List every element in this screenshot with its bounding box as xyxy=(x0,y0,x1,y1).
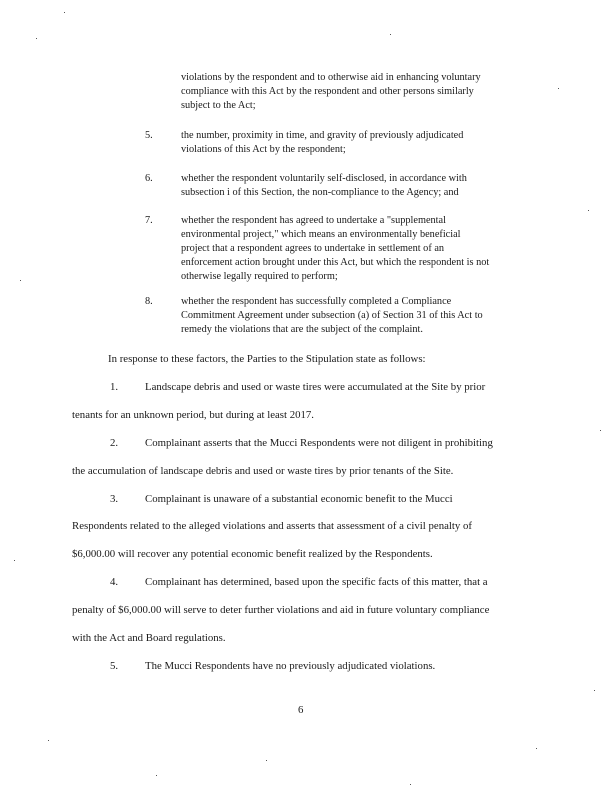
scan-speck xyxy=(156,775,157,776)
scan-speck xyxy=(36,38,37,39)
response-number: 2. xyxy=(110,437,119,449)
response-line: $6,000.00 will recover any potential economic benefit realized by the Respondents. xyxy=(72,548,433,560)
scan-speck xyxy=(588,210,589,211)
response-number: 5. xyxy=(110,660,119,672)
factor-number: 5. xyxy=(145,130,153,141)
response-line: Respondents related to the alleged violations and asserts that assessment of a civil penalty of xyxy=(72,520,472,532)
response-line: Complainant is unaware of a substantial economic benefit to the Mucci xyxy=(145,493,453,505)
response-number: 1. xyxy=(110,381,119,393)
scan-speck xyxy=(600,430,601,431)
scan-speck xyxy=(594,690,595,691)
factor-line: environmental project," which means an environmentally beneficial xyxy=(181,229,461,240)
intro-line: compliance with this Act by the respondent and other persons similarly xyxy=(181,86,474,97)
response-line: tenants for an unknown period, but during at least 2017. xyxy=(72,409,314,421)
factor-line: whether the respondent voluntarily self-disclosed, in accordance with xyxy=(181,173,467,184)
factor-number: 6. xyxy=(145,173,153,184)
response-number: 3. xyxy=(110,493,119,505)
factor-line: Commitment Agreement under subsection (a) of Section 31 of this Act to xyxy=(181,310,483,321)
response-number: 4. xyxy=(110,576,119,588)
factor-line: whether the respondent has successfully completed a Compliance xyxy=(181,296,452,307)
response-line: The Mucci Respondents have no previously adjudicated violations. xyxy=(145,660,436,672)
scan-speck xyxy=(20,280,21,281)
scan-speck xyxy=(558,88,559,89)
page-number: 6 xyxy=(298,704,304,716)
response-line: Complainant asserts that the Mucci Respondents were not diligent in prohibiting xyxy=(145,437,493,449)
scan-speck xyxy=(48,740,49,741)
factor-line: project that a respondent agrees to undertake in settlement of an xyxy=(181,243,445,254)
scan-speck xyxy=(536,748,537,749)
factor-number: 7. xyxy=(145,215,153,226)
factor-line: whether the respondent has agreed to undertake a "supplemental xyxy=(181,215,446,226)
response-line: penalty of $6,000.00 will serve to deter further violations and aid in future voluntary compliance xyxy=(72,604,490,616)
intro-line: subject to the Act; xyxy=(181,100,256,111)
response-line: with the Act and Board regulations. xyxy=(72,632,226,644)
response-line: Landscape debris and used or waste tires were accumulated at the Site by prior xyxy=(145,381,486,393)
factor-line: violations of this Act by the respondent; xyxy=(181,144,346,155)
factor-line: enforcement action brought under this Act, but which the respondent is not xyxy=(181,257,490,268)
intro-line: violations by the respondent and to otherwise aid in enhancing voluntary xyxy=(181,72,481,83)
scan-speck xyxy=(64,12,65,13)
factor-line: subsection i of this Section, the non-compliance to the Agency; and xyxy=(181,187,459,198)
response-line: Complainant has determined, based upon the specific facts of this matter, that a xyxy=(145,576,488,588)
factor-line: the number, proximity in time, and gravity of previously adjudicated xyxy=(181,130,464,141)
scan-speck xyxy=(410,784,411,785)
scan-speck xyxy=(266,760,267,761)
factor-number: 8. xyxy=(145,296,153,307)
factor-line: otherwise legally required to perform; xyxy=(181,271,338,282)
factor-line: remedy the violations that are the subject of the complaint. xyxy=(181,324,423,335)
scan-speck xyxy=(390,34,391,35)
response-line: the accumulation of landscape debris and used or waste tires by prior tenants of the Site. xyxy=(72,465,454,477)
scan-speck xyxy=(14,560,15,561)
response-intro: In response to these factors, the Parties to the Stipulation state as follows: xyxy=(108,353,426,365)
